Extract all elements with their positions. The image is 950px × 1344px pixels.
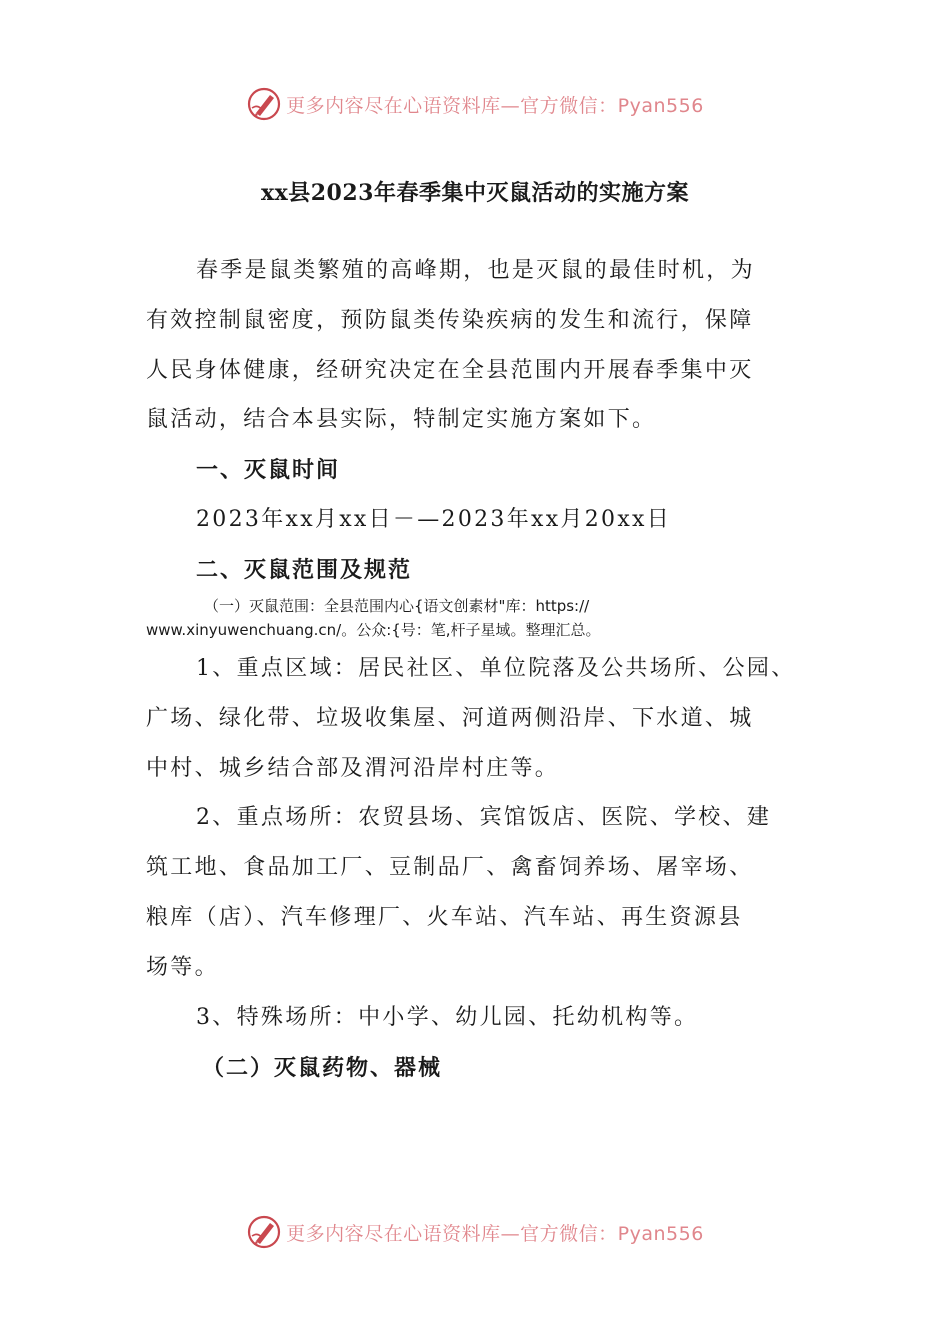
paragraph-line: 春季是鼠类繁殖的高峰期，也是灭鼠的最佳时机，为 (196, 258, 755, 283)
paragraph-line: 2、重点场所：农贸县场、宾馆饭店、医院、学校、建 (196, 805, 772, 830)
paragraph-line: 广场、绿化带、垃圾收集屋、河道两侧沿岸、下水道、城 (146, 706, 754, 731)
paragraph-line: 有效控制鼠密度，预防鼠类传染疾病的发生和流行，保障 (146, 308, 754, 333)
subsection-scope-line: （一）灭鼠范围：全县范围内心{语文创素材"库：https:// (204, 597, 590, 615)
section-heading-time: 一、灭鼠时间 (196, 457, 341, 483)
subsection-scope-line: www.xinyuwenchuang.cn/。公众:{号：笔,杆子星域。整理汇总。 (146, 621, 601, 639)
paragraph-line: 3、特殊场所：中小学、幼儿园、托幼机构等。 (196, 1005, 699, 1030)
paragraph-line: 2023年xx月xx日－—2023年xx月20xx日 (196, 507, 672, 532)
header-watermark (0, 84, 950, 124)
section-heading-scope: 二、灭鼠范围及规范 (196, 557, 413, 583)
document-title: xx县2023年春季集中灭鼠活动的实施方案 (261, 180, 689, 206)
watermark-wechat-id: Pyan556 (617, 94, 704, 117)
paragraph-line: 1、重点区域：居民社区、单位院落及公共场所、公园、 (196, 656, 796, 681)
footer-watermark (0, 1212, 950, 1252)
watermark-text: 更多内容尽在心语资料库—官方微信：Pyan556 (286, 1222, 704, 1245)
paragraph-line: 粮库（店）、汽车修理厂、火车站、汽车站、再生资源县 (146, 905, 743, 930)
paragraph-line: 中村、城乡结合部及渭河沿岸村庄等。 (146, 756, 560, 781)
watermark-text: 更多内容尽在心语资料库—官方微信：Pyan556 (286, 94, 704, 117)
paragraph-line: 场等。 (146, 955, 219, 980)
paragraph-line: 人民身体健康，经研究决定在全县范围内开展春季集中灭 (146, 358, 754, 383)
paragraph-line: 鼠活动，结合本县实际，特制定实施方案如下。 (146, 407, 657, 432)
subsection-heading-drugs: （二）灭鼠药物、器械 (202, 1055, 443, 1081)
paragraph-line: 筑工地、食品加工厂、豆制品厂、禽畜饲养场、屠宰场、 (146, 855, 754, 880)
pen-in-circle-icon (246, 86, 282, 122)
pen-in-circle-icon (246, 1214, 282, 1250)
watermark-wechat-id: Pyan556 (617, 1222, 704, 1245)
